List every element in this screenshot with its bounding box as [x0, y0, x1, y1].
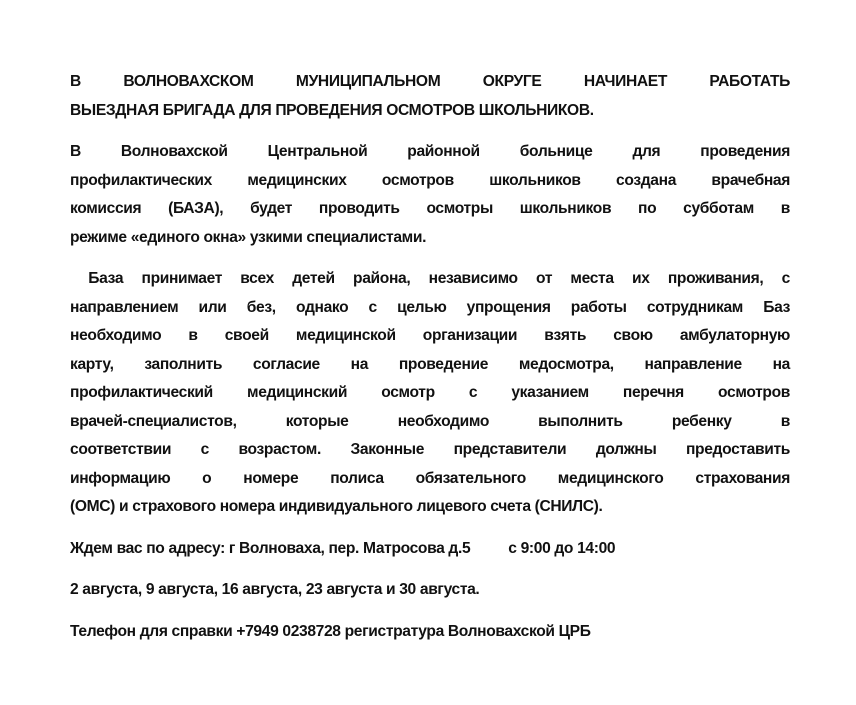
phone-paragraph	[70, 618, 790, 647]
document-title	[70, 68, 790, 125]
title-line: ВЫЕЗДНАЯ БРИГАДА ДЛЯ ПРОВЕДЕНИЯ ОСМОТРОВ ШКОЛЬНИКОВ.	[70, 101, 594, 119]
document-body	[70, 68, 790, 659]
title-line: В ВОЛНОВАХСКОМ МУНИЦИПАЛЬНОМ ОКРУГЕ НАЧИНАЕТ РАБОТАТЬ	[70, 73, 790, 90]
text-line: (ОМС) и страхового номера индивидуального лицевого счета (СНИЛС).	[70, 498, 603, 515]
text-line: База принимает всех детей района, независимо от места их проживания, с	[70, 270, 790, 287]
text-line: необходимо в своей медицинской организации взять свою амбулаторную	[70, 327, 790, 344]
dates-paragraph	[70, 576, 790, 605]
text-line: направлением или без, однако с целью упрощения работы сотрудникам Баз	[70, 298, 790, 316]
text-line: соответствии с возрастом. Законные представители должны предоставить	[70, 441, 790, 458]
text-line: профилактический медицинский осмотр с указанием перечня осмотров	[70, 384, 790, 401]
text-line: В Волновахской Центральной районной больнице для проведения	[70, 143, 790, 160]
text-line: профилактических медицинских осмотров школьников создана врачебная	[70, 171, 790, 189]
details-paragraph	[70, 265, 790, 522]
text-line: комиссия (БАЗА), будет проводить осмотры школьников по субботам в	[70, 200, 790, 217]
text-line: режиме «единого окна» узкими специалистами.	[70, 228, 427, 246]
text-line: карту, заполнить согласие на проведение медосмотра, направление на	[70, 355, 790, 373]
dates-line: 2 августа, 9 августа, 16 августа, 23 августа и 30 августа.	[70, 581, 480, 598]
phone-line: Телефон для справки +7949 0238728 регистратура Волновахской ЦРБ	[70, 622, 591, 640]
hours-text: с 9:00 до 14:00	[508, 539, 616, 557]
intro-paragraph	[70, 138, 790, 252]
text-line: информацию о номере полиса обязательного медицинского страхования	[70, 469, 790, 487]
address-text: Ждем вас по адресу: г Волноваха, пер. Матросова д.5	[70, 539, 471, 557]
address-paragraph	[70, 535, 790, 564]
address-line	[70, 535, 790, 564]
text-line: врачей-специалистов, которые необходимо выполнить ребенку в	[70, 412, 790, 430]
